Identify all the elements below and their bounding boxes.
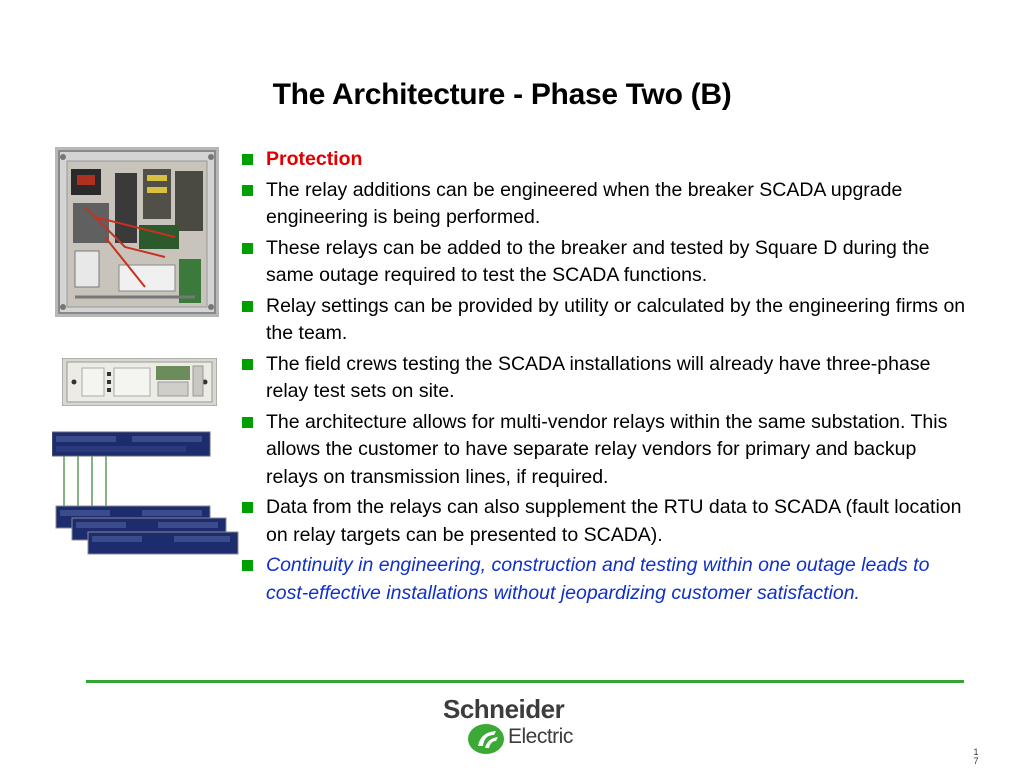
bullet-square-icon — [242, 359, 253, 370]
bullet-item: Relay settings can be provided by utility or calculated by the engineering firms on the team. — [241, 293, 971, 348]
bullet-item: The architecture allows for multi-vendor relays within the same substation. This allows the customer to have separate relay vendors for primary and backup relays on transmission lines, if required. — [241, 409, 971, 492]
bullet-square-icon — [242, 301, 253, 312]
logo-name: Schneider — [443, 694, 565, 724]
footer-divider — [86, 680, 964, 683]
logo-mark-icon — [466, 722, 506, 756]
bullet-square-icon — [242, 417, 253, 428]
bullet-item: These relays can be added to the breaker and tested by Square D during the same outage required to test the SCADA functions. — [241, 235, 971, 290]
bullet-square-icon — [242, 154, 253, 165]
bullet-item: Continuity in engineering, construction and testing within one outage leads to cost-effective installations without jeopardizing customer satisfaction. — [241, 552, 971, 607]
bullet-square-icon — [242, 243, 253, 254]
rack-relays-photo — [52, 428, 242, 558]
bullet-square-icon — [242, 502, 253, 513]
bullet-item: The relay additions can be engineered when the breaker SCADA upgrade engineering is being performed. — [241, 177, 971, 232]
page-number: 1 7 — [973, 747, 979, 766]
logo-subname: Electric — [508, 725, 573, 748]
bullet-item: The field crews testing the SCADA installations will already have three-phase relay test sets on site. — [241, 351, 971, 406]
schneider-electric-logo — [440, 694, 590, 760]
scada-cabinet-photo — [55, 147, 219, 317]
bullet-item: Protection — [241, 146, 971, 174]
bullet-square-icon — [242, 185, 253, 196]
bullet-item: Data from the relays can also supplement the RTU data to SCADA (fault location on relay targets can be presented to SCADA). — [241, 494, 971, 549]
slide-title: The Architecture - Phase Two (B) — [272, 78, 732, 111]
bullet-square-icon — [242, 560, 253, 571]
relay-panel-photo — [62, 358, 217, 406]
bullet-list — [241, 146, 971, 610]
